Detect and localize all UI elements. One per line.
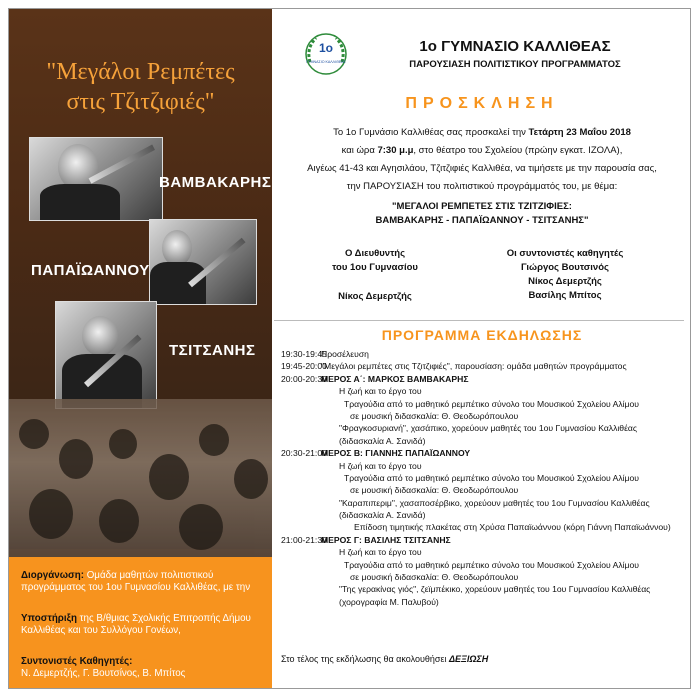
schedule-row: 20:30-21:00 ΜΕΡΟΣ Β: ΓΙΑΝΝΗΣ ΠΑΠΑΪΩΑΝΝΟΥ [281,448,471,459]
photo-tsitsanis [55,301,157,409]
photo-papaioannou [149,219,257,305]
school-subtitle: ΠΑΡΟΥΣΙΑΣΗ ΠΟΛΙΤΙΣΤΙΚΟΥ ΠΡΟΓΡΑΜΜΑΤΟΣ [409,59,621,70]
school-logo [302,30,350,80]
schedule-row: Η ζωή και το έργο του [339,386,422,397]
schedule-row: Τραγούδια από το μαθητικό ρεμπέτικο σύνολο του Μουσικού Σχολείου Αλίμου [344,472,639,483]
organizers-box [9,557,272,688]
schedule-row: (χορογραφία Μ. Παλυβού) [339,596,439,607]
event-theme: "ΜΕΓΑΛΟΙ ΡΕΜΠΕΤΕΣ ΣΤΙΣ ΤΖΙΤΖΙΦΙΕΣ: ΒΑΜΒΑΚΑΡΗΣ - ΠΑΠΑΪΩΑΝΝΟΥ - ΤΣΙΤΣΑΝΗΣ" [375,201,589,226]
schedule-row: σε μουσική διδασκαλία: Θ. Θεοδωρόπουλου [350,485,519,496]
schedule-row: 19:45-20:00 "Μεγάλοι ρεμπέτες στις Τζιτζιφιές", παρουσίαση: ομάδα μαθητών προγράμματος [281,361,627,372]
program-heading: ΠΡΟΓΡΑΜΜΑ ΕΚΔΗΛΩΣΗΣ [381,327,583,343]
schedule-row: Επίδοση τιμητικής πλακέτας στη Χρύσα Παπαϊωάννου (κόρη Γιάννη Παπαϊωάννου) [354,522,671,533]
schedule-row: 19:30-19:45 Προσέλευση [281,349,369,359]
logo-caption: ΓΥΜΝΑΣΙΟ ΚΑΛΛΙΘΕΑΣ [306,60,346,64]
closing-note: Στο τέλος της εκδήλωσης θα ακολουθήσει ΔΕΞΙΩΣΗ [281,654,489,664]
schedule-row: "Φραγκοσυριανή", χασάπικο, χορεύουν μαθητές του 1ου Γυμνασίου Καλλιθέας [339,423,638,434]
program-schedule [281,348,693,608]
left-panel [9,9,272,688]
schedule-row: "Της γερακίνας γιός", ζεϊμπέκικο, χορεύουν μαθητές του 1ου Γυμνασίου Καλλιθέας [339,584,651,595]
schedule-row: Τραγούδια από το μαθητικό ρεμπέτικο σύνολο του Μουσικού Σχολείου Αλίμου [344,398,639,409]
artist-name-papaioannou: ΠΑΠΑΪΩΑΝΝΟΥ [31,262,150,279]
schedule-row: σε μουσική διδασκαλία: Θ. Θεοδωρόπουλου [350,572,519,583]
director-name: Νίκος Δεμερτζής [338,291,412,302]
organization-text: Διοργάνωση: Ομάδα μαθητών πολιτιστικού προγράμματος του 1ου Γυμνασίου Καλλιθέας, με την [21,570,251,593]
coordinators-text: Συντονιστές Καθηγητές: Ν. Δεμερτζής, Γ. Βουτσίνος, Β. Μπίτος [21,656,186,679]
schedule-row: 21:00-21:30 ΜΕΡΟΣ Γ: ΒΑΣΙΛΗΣ ΤΣΙΤΣΑΝΗΣ [281,534,451,545]
section-divider [274,320,684,321]
school-name: 1ο ΓΥΜΝΑΣΙΟ ΚΑΛΛΙΘΕΑΣ [419,38,611,55]
coordinators-signature: Οι συντονιστές καθηγητές Γιώργος Βουτσινός Νίκος Δεμερτζής Βασίλης Μπίτος [506,248,624,301]
schedule-row: (διδασκαλία Α. Σανιδά) [339,435,426,446]
crowd-photo [9,399,272,557]
director-signature: Ο Διευθυντής του 1ου Γυμνασίου [332,248,418,273]
poster-title-line2: στις Τζιτζιφιές" [66,89,215,115]
schedule-row: Τραγούδια από το μαθητικό ρεμπέτικο σύνολο του Μουσικού Σχολείου Αλίμου [344,559,639,570]
schedule-row: "Καραπιπεριμ", χασαποσέρβικο, χορεύουν μαθητές του 1ου Γυμνασίου Καλλιθέας [339,497,650,508]
poster-title-line1: "Μεγάλοι Ρεμπέτες [46,59,235,85]
logo-number: 1ο [318,41,334,55]
schedule-row: (διδασκαλία Α. Σανιδά) [339,510,426,521]
photo-vamvakaris [29,137,163,221]
schedule-row: σε μουσική διδασκαλία: Θ. Θεοδωρόπουλου [350,410,519,421]
support-text: Υποστήριξη της Β/θμιας Σχολικής Επιτροπής Δήμου Καλλιθέας και του Συλλόγου Γονέων, [21,613,251,636]
schedule-row: 20:00-20:30 ΜΕΡΟΣ Α΄: ΜΑΡΚΟΣ ΒΑΜΒΑΚΑΡΗΣ [281,373,469,384]
invitation-text: Το 1ο Γυμνάσιο Καλλιθέας σας προσκαλεί την Τετάρτη 23 Μαΐου 2018 και ώρα 7:30 μ.μ, στο θέατρο του Σχολείου (πρώην εγκατ. ΙΖΟΛΑ), Αιγέως 41-43 και Αγησιλάου, Τζιτζιφιές Καλλιθέα, να τιμήσετε με την παρουσία σας, την ΠΑΡΟΥΣΙΑΣΗ του πολιτιστικού προγράμματός του, με θέμα: [307,127,657,192]
schedule-row: Η ζωή και το έργο του [339,547,422,558]
artist-name-vamvakaris: ΒΑΜΒΑΚΑΡΗΣ [159,174,272,191]
invitation-heading: ΠΡΟΣΚΛΗΣΗ [405,95,559,112]
schedule-row: Η ζωή και το έργο του [339,460,422,471]
artist-name-tsitsanis: ΤΣΙΤΣΑΝΗΣ [169,342,256,359]
